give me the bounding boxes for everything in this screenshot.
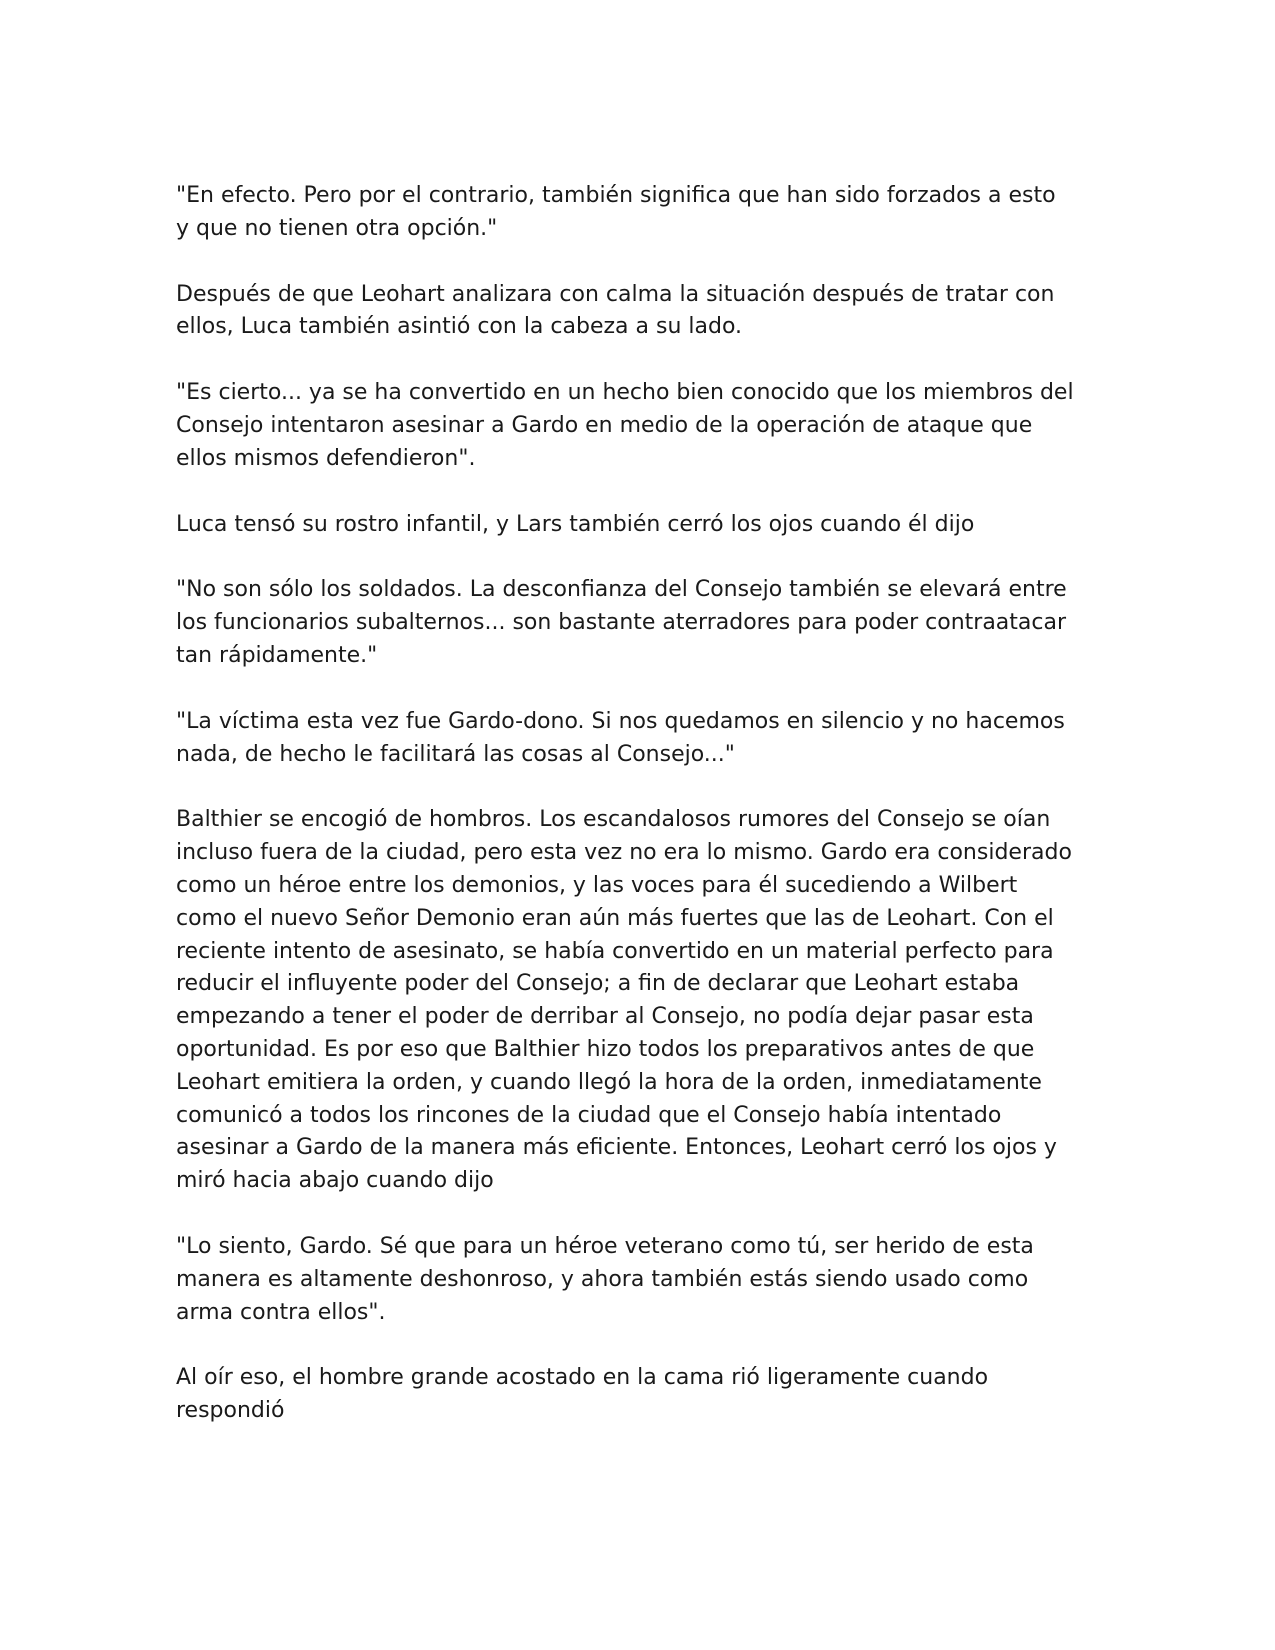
paragraph-8: "Lo siento, Gardo. Sé que para un héroe veterano como tú, ser herido de esta manera es altamente deshonroso, y ahora también estás siendo usado como arma contra ellos". bbox=[176, 1233, 1034, 1325]
paragraph-7: Balthier se encogió de hombros. Los escandalosos rumores del Consejo se oían incluso fuera de la ciudad, pero esta vez no era lo mismo. Gardo era considerado como un héroe entre los demonios, y las voces para él sucediendo a Wilbert como el nuevo Señor Demonio eran aún más fuertes que las de Leohart. Con el reciente intento de asesinato, se había convertido en un material perfecto para reducir el influyente poder del Consejo; a fin de declarar que Leohart estaba empezando a tener el poder de derribar al Consejo, no podía dejar pasar esta oportunidad. Es por eso que Balthier hizo todos los preparativos antes de que Leohart emitiera la orden, y cuando llegó la hora de la orden, inmediatamente comunicó a todos los rincones de la ciudad que el Consejo había intentado asesinar a Gardo de la manera más eficiente. Entonces, Leohart cerró los ojos y miró hacia abajo cuando dijo bbox=[176, 807, 1072, 1194]
paragraph-5: "No son sólo los soldados. La desconfianza del Consejo también se elevará entre los funcionarios subalternos... son bastante aterradores para poder contraatacar tan rápidamente." bbox=[176, 577, 1067, 668]
paragraph-3: "Es cierto... ya se ha convertido en un hecho bien conocido que los miembros del Consejo intentaron asesinar a Gardo en medio de la operación de ataque que ellos mismos defendieron". bbox=[176, 380, 1074, 471]
paragraph-2: Después de que Leohart analizara con calma la situación después de tratar con ellos, Luca también asintió con la cabeza a su lado. bbox=[176, 281, 1055, 340]
paragraph-4: Luca tensó su rostro infantil, y Lars también cerró los ojos cuando él dijo bbox=[176, 511, 975, 537]
paragraph-1: "En efecto. Pero por el contrario, también significa que han sido forzados a esto y que no tienen otra opción." bbox=[176, 183, 1056, 241]
paragraph-9: Al oír eso, el hombre grande acostado en la cama rió ligeramente cuando respondió bbox=[176, 1365, 989, 1424]
paragraph-6: "La víctima esta vez fue Gardo-dono. Si nos quedamos en silencio y no hacemos nada, de hecho le facilitará las cosas al Consejo..." bbox=[176, 708, 1065, 767]
